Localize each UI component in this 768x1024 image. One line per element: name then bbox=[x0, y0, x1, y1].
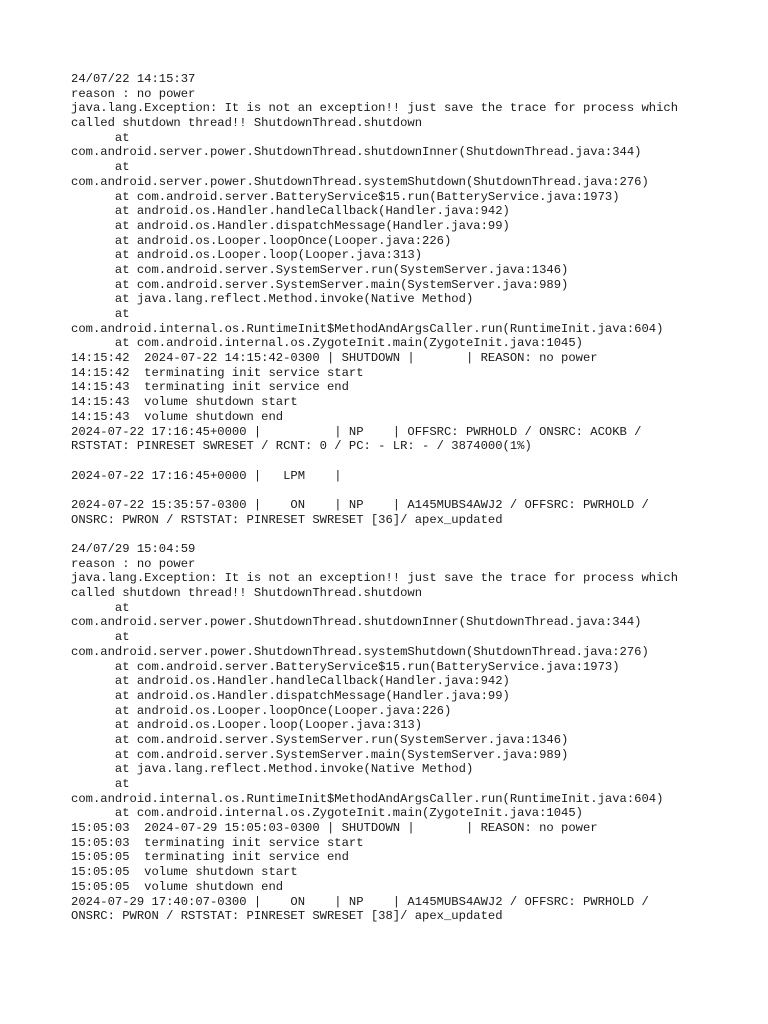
log-line bbox=[71, 527, 761, 542]
log-line: com.android.internal.os.RuntimeInit$MethodAndArgsCaller.run(RuntimeInit.java:604) bbox=[71, 791, 664, 806]
log-line: 14:15:42 terminating init service start bbox=[71, 365, 364, 380]
log-line: at com.android.server.BatteryService$15.run(BatteryService.java:1973) bbox=[71, 189, 620, 204]
log-line: com.android.server.power.ShutdownThread.systemShutdown(ShutdownThread.java:276) bbox=[71, 644, 649, 659]
log-line: 15:05:03 terminating init service start bbox=[71, 835, 364, 850]
log-line: reason : no power bbox=[71, 556, 196, 571]
log-line: at com.android.server.SystemServer.main(SystemServer.java:989) bbox=[71, 277, 569, 292]
log-line: at android.os.Handler.handleCallback(Handler.java:942) bbox=[71, 674, 510, 689]
log-line: 2024-07-22 17:16:45+0000 | | NP | OFFSRC: PWRHOLD / ONSRC: ACOKB / bbox=[71, 424, 642, 439]
log-line: 14:15:43 volume shutdown end bbox=[71, 409, 284, 424]
log-line: 15:05:05 terminating init service end bbox=[71, 850, 349, 865]
log-line: at android.os.Looper.loop(Looper.java:313) bbox=[71, 248, 423, 263]
log-line: 14:15:42 2024-07-22 14:15:42-0300 | SHUTDOWN | | REASON: no power bbox=[71, 351, 598, 366]
log-line bbox=[71, 454, 761, 469]
log-line: at bbox=[71, 777, 130, 791]
log-line: called shutdown thread!! ShutdownThread.shutdown bbox=[71, 116, 423, 131]
log-line: at java.lang.reflect.Method.invoke(Native Method) bbox=[71, 292, 474, 307]
log-line: at com.android.server.SystemServer.run(SystemServer.java:1346) bbox=[71, 732, 569, 747]
log-line: 14:15:43 terminating init service end bbox=[71, 380, 349, 395]
log-line: at com.android.server.SystemServer.main(SystemServer.java:989) bbox=[71, 747, 569, 762]
log-line: 24/07/29 15:04:59 bbox=[71, 542, 196, 556]
log-line: at android.os.Looper.loopOnce(Looper.java:226) bbox=[71, 233, 452, 248]
log-line: reason : no power bbox=[71, 86, 196, 101]
log-line: 24/07/22 14:15:37 bbox=[71, 72, 196, 86]
log-line: ONSRC: PWRON / RSTSTAT: PINRESET SWRESET [38]/ apex_updated bbox=[71, 909, 503, 924]
log-line: at android.os.Looper.loopOnce(Looper.java:226) bbox=[71, 703, 452, 718]
log-line: at java.lang.reflect.Method.invoke(Native Method) bbox=[71, 762, 474, 777]
log-line: at android.os.Handler.dispatchMessage(Handler.java:99) bbox=[71, 218, 510, 233]
log-line: at com.android.server.BatteryService$15.run(BatteryService.java:1973) bbox=[71, 659, 620, 674]
log-line: java.lang.Exception: It is not an exception!! just save the trace for process which bbox=[71, 101, 679, 116]
log-line: 14:15:43 volume shutdown start bbox=[71, 395, 298, 410]
log-line: at android.os.Handler.dispatchMessage(Handler.java:99) bbox=[71, 688, 510, 703]
log-line: 2024-07-22 15:35:57-0300 | ON | NP | A145MUBS4AWJ2 / OFFSRC: PWRHOLD / bbox=[71, 497, 649, 512]
log-line: 2024-07-29 17:40:07-0300 | ON | NP | A145MUBS4AWJ2 / OFFSRC: PWRHOLD / bbox=[71, 894, 649, 909]
log-line: com.android.server.power.ShutdownThread.systemShutdown(ShutdownThread.java:276) bbox=[71, 174, 649, 189]
log-line: at com.android.internal.os.ZygoteInit.main(ZygoteInit.java:1045) bbox=[71, 336, 583, 351]
log-line: com.android.server.power.ShutdownThread.shutdownInner(ShutdownThread.java:344) bbox=[71, 145, 642, 160]
log-line: called shutdown thread!! ShutdownThread.shutdown bbox=[71, 586, 423, 601]
log-line: at com.android.server.SystemServer.run(SystemServer.java:1346) bbox=[71, 262, 569, 277]
log-line: 15:05:05 volume shutdown end bbox=[71, 879, 284, 894]
log-line bbox=[71, 483, 761, 498]
log-line: 2024-07-22 17:16:45+0000 | LPM | bbox=[71, 468, 342, 483]
log-document bbox=[71, 72, 761, 924]
log-line: com.android.internal.os.RuntimeInit$MethodAndArgsCaller.run(RuntimeInit.java:604) bbox=[71, 321, 664, 336]
log-line: at bbox=[71, 600, 130, 615]
log-line: at android.os.Handler.handleCallback(Handler.java:942) bbox=[71, 204, 510, 219]
log-line: at bbox=[71, 160, 130, 175]
log-line: at bbox=[71, 630, 130, 645]
log-line: 15:05:03 2024-07-29 15:05:03-0300 | SHUTDOWN | | REASON: no power bbox=[71, 821, 598, 836]
log-line: at bbox=[71, 130, 130, 145]
log-line: at android.os.Looper.loop(Looper.java:313) bbox=[71, 718, 423, 733]
log-line: com.android.server.power.ShutdownThread.shutdownInner(ShutdownThread.java:344) bbox=[71, 615, 642, 630]
log-line: java.lang.Exception: It is not an exception!! just save the trace for process which bbox=[71, 571, 679, 586]
log-line: 15:05:05 volume shutdown start bbox=[71, 865, 298, 880]
log-line: RSTSTAT: PINRESET SWRESET / RCNT: 0 / PC: - LR: - / 3874000(1%) bbox=[71, 439, 532, 454]
log-line: ONSRC: PWRON / RSTSTAT: PINRESET SWRESET [36]/ apex_updated bbox=[71, 512, 503, 527]
log-line: at com.android.internal.os.ZygoteInit.main(ZygoteInit.java:1045) bbox=[71, 806, 583, 821]
log-line: at bbox=[71, 307, 130, 321]
